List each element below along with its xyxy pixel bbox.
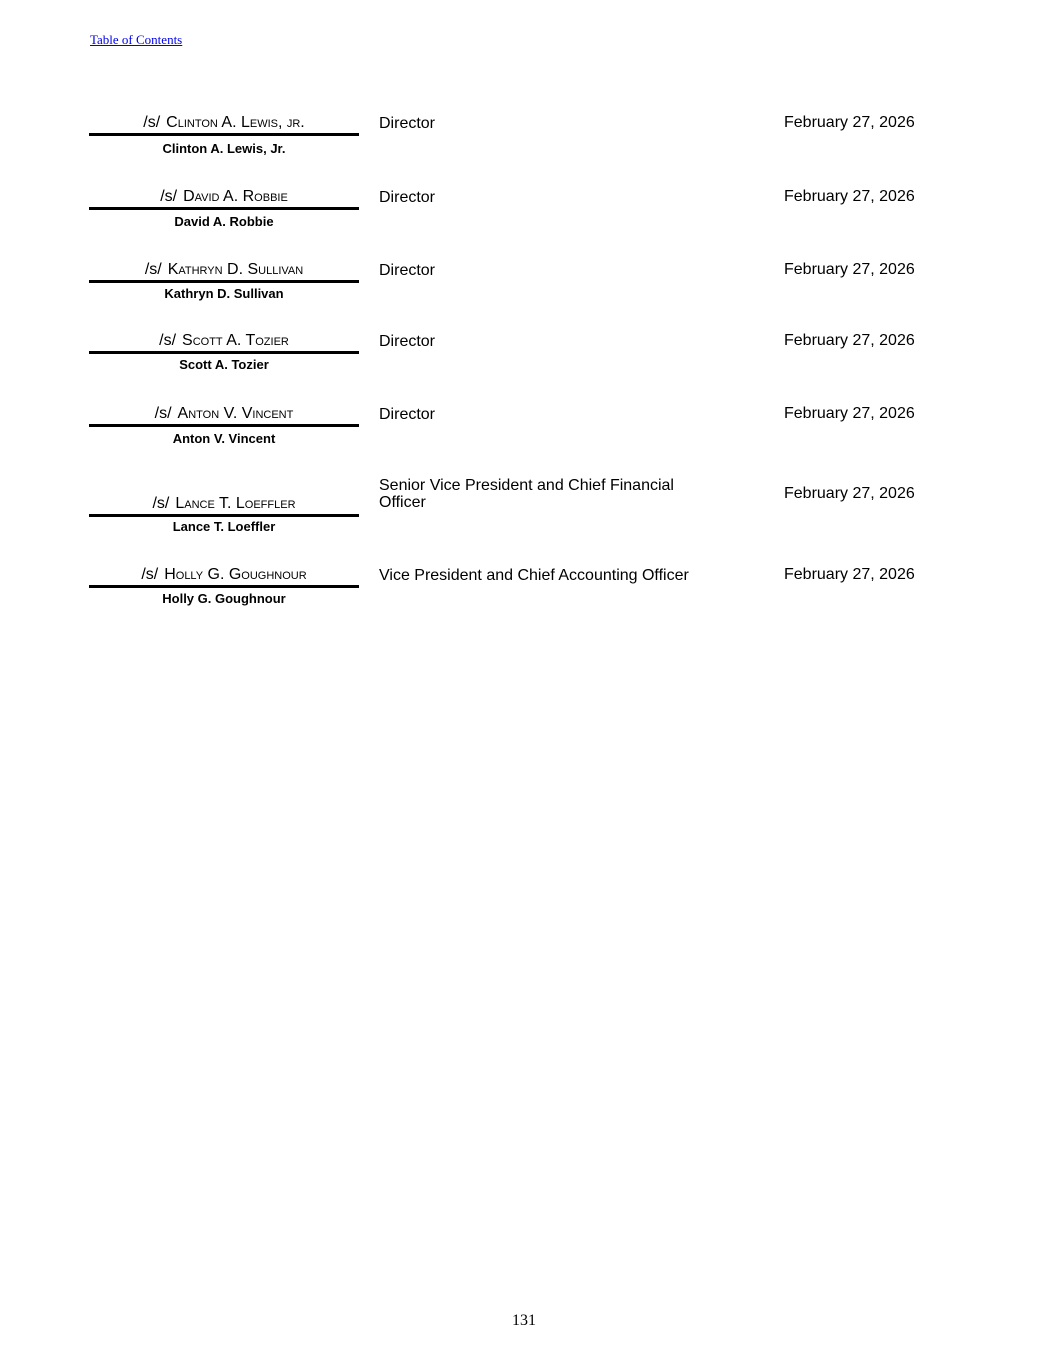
signature-line bbox=[89, 188, 359, 210]
signature-date: February 27, 2026 bbox=[784, 566, 915, 583]
signer-title: Director bbox=[379, 189, 436, 206]
printed-name: Clinton A. Lewis, Jr. bbox=[162, 141, 286, 156]
signature-date: February 27, 2026 bbox=[784, 114, 915, 131]
printed-name: Anton V. Vincent bbox=[172, 431, 276, 446]
signer-title: Director bbox=[379, 115, 436, 132]
printed-name: Lance T. Loeffler bbox=[172, 519, 276, 534]
signed-name: David A. Robbie bbox=[183, 188, 288, 205]
signature-date: February 27, 2026 bbox=[784, 485, 915, 502]
signature-line bbox=[89, 114, 359, 136]
printed-name: Holly G. Goughnour bbox=[162, 591, 286, 606]
signature-prefix: /s/ bbox=[154, 405, 172, 422]
signed-name: Lance T. Loeffler bbox=[175, 495, 296, 512]
signature-prefix: /s/ bbox=[152, 495, 170, 512]
signed-name: Holly G. Goughnour bbox=[164, 566, 307, 583]
signature-line bbox=[89, 566, 359, 588]
signature-prefix: /s/ bbox=[141, 566, 159, 583]
signature-line bbox=[89, 332, 359, 354]
signature-prefix: /s/ bbox=[144, 261, 162, 278]
signed-name: Kathryn D. Sullivan bbox=[167, 261, 304, 278]
printed-name: David A. Robbie bbox=[174, 214, 274, 229]
signer-title: Director bbox=[379, 333, 436, 350]
signed-name: Clinton A. Lewis, jr. bbox=[166, 114, 305, 131]
signer-title: Director bbox=[379, 406, 436, 423]
signature-date: February 27, 2026 bbox=[784, 188, 915, 205]
signature-date: February 27, 2026 bbox=[784, 332, 915, 349]
signed-name: Anton V. Vincent bbox=[177, 405, 294, 422]
signature-line bbox=[89, 405, 359, 427]
signature-date: February 27, 2026 bbox=[784, 261, 915, 278]
signature-date: February 27, 2026 bbox=[784, 405, 915, 422]
printed-name: Scott A. Tozier bbox=[179, 357, 269, 372]
page-number: 131 bbox=[512, 1312, 536, 1329]
signature-prefix: /s/ bbox=[159, 332, 177, 349]
signer-title: Senior Vice President and Chief Financial Officer bbox=[379, 477, 674, 511]
printed-name: Kathryn D. Sullivan bbox=[164, 286, 284, 301]
signature-line bbox=[89, 261, 359, 283]
signature-line bbox=[89, 495, 359, 517]
signed-name: Scott A. Tozier bbox=[182, 332, 289, 349]
signature-prefix: /s/ bbox=[160, 188, 178, 205]
signature-prefix: /s/ bbox=[143, 114, 161, 131]
table-of-contents-link[interactable]: Table of Contents bbox=[90, 32, 183, 47]
signer-title: Director bbox=[379, 262, 436, 279]
signer-title: Vice President and Chief Accounting Officer bbox=[379, 567, 689, 584]
